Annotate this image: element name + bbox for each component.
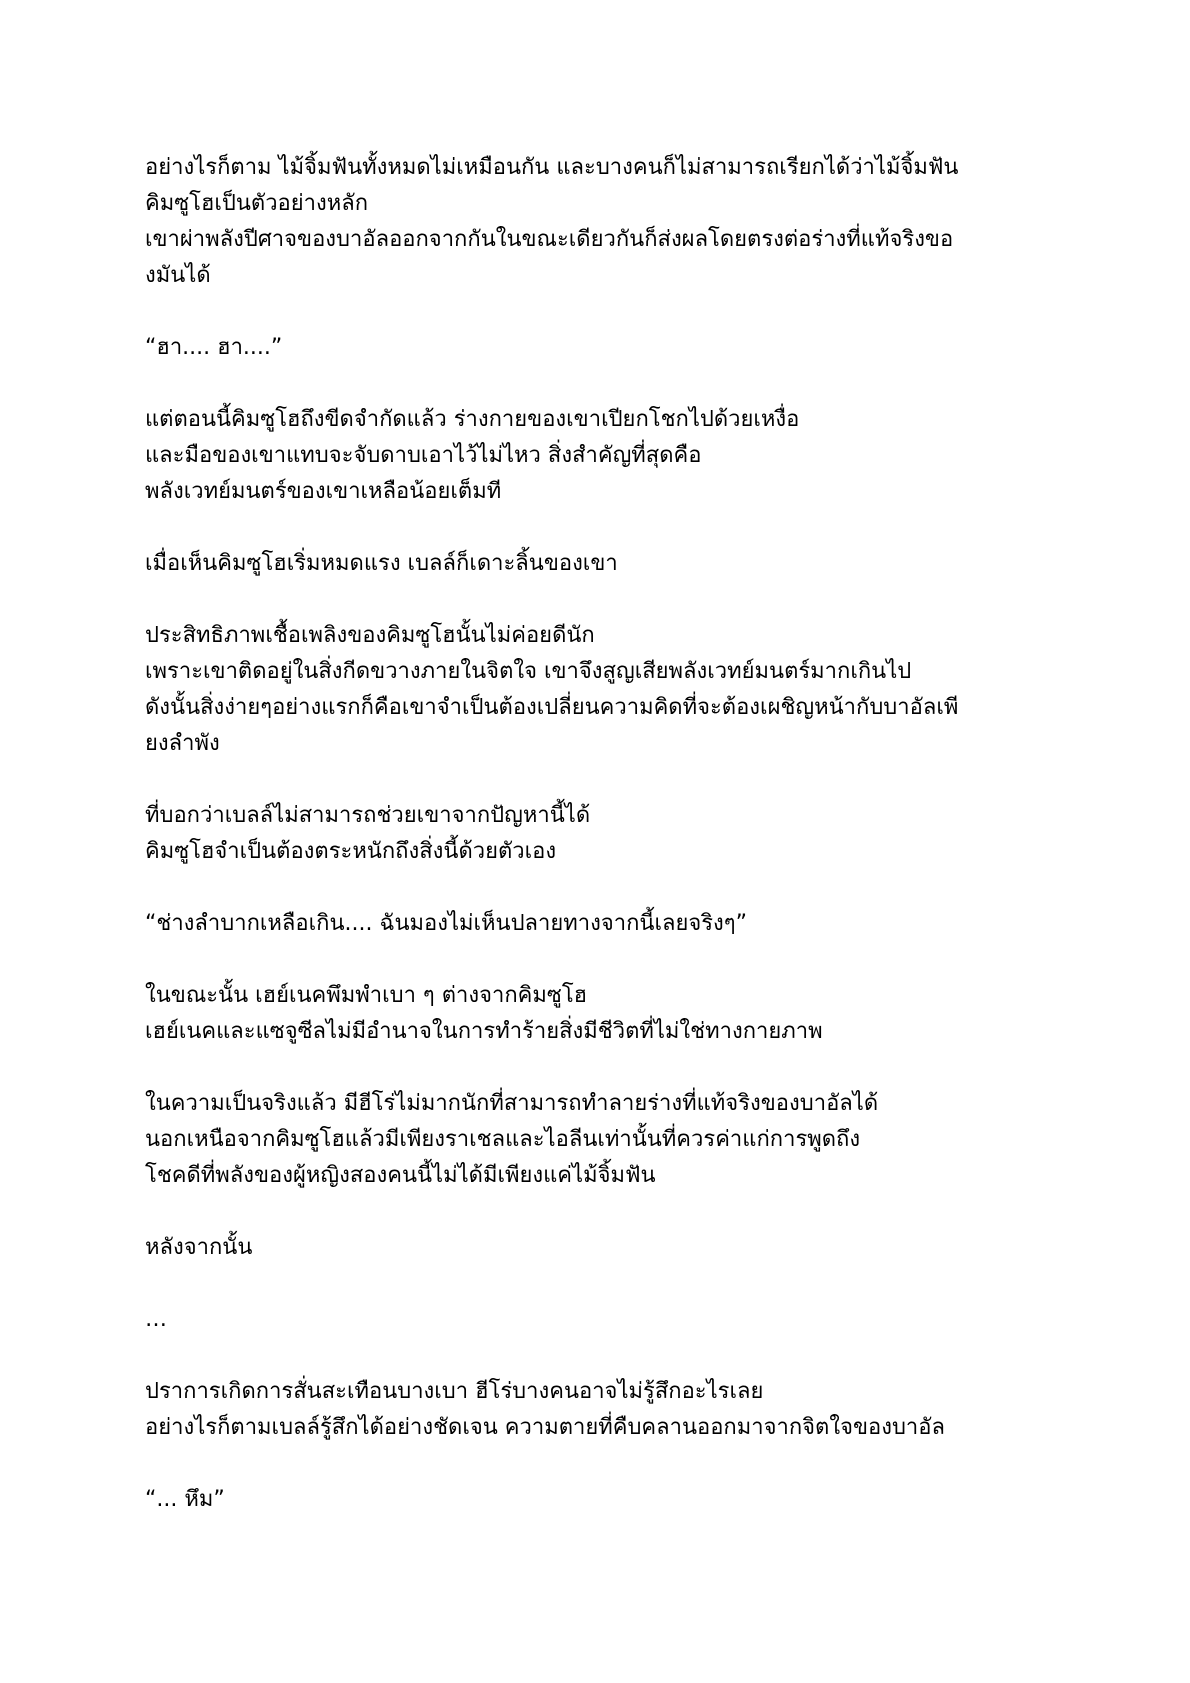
dialogue-paragraph <box>145 1482 1065 1518</box>
text-line: แต่ตอนนี้คิมซูโฮถึงขีดจำกัดแล้ว ร่างกายของเขาเปียกโชกไปด้วยเหงื่อ <box>145 407 800 432</box>
text-line: ดังนั้นสิ่งง่ายๆอย่างแรกก็คือเขาจำเป็นต้องเปลี่ยนความคิดที่จะต้องเผชิญหน้ากับบาอัลเพี <box>145 695 959 720</box>
text-line: ที่บอกว่าเบลล์ไม่สามารถช่วยเขาจากปัญหานี้ได้ <box>145 803 591 828</box>
paragraph <box>145 1086 1065 1194</box>
text-line: พลังเวทย์มนตร์ของเขาเหลือน้อยเต็มที <box>145 479 502 504</box>
text-line: “ฮา.... ฮา....” <box>145 335 283 360</box>
dialogue-paragraph <box>145 330 1065 366</box>
text-line: “ช่างลำบากเหลือเกิน.... ฉันมองไม่เห็นปลายทางจากนี้เลยจริงๆ” <box>145 911 748 936</box>
scene-break <box>145 1302 1065 1338</box>
text-line: หลังจากนั้น <box>145 1235 253 1260</box>
text-line: และมือของเขาแทบจะจับดาบเอาไว้ไม่ไหว สิ่งสำคัญที่สุดคือ <box>145 443 702 468</box>
paragraph <box>145 1230 1065 1266</box>
paragraph <box>145 798 1065 870</box>
text-line: คิมซูโฮเป็นตัวอย่างหลัก <box>145 191 369 216</box>
text-line: เพราะเขาติดอยู่ในสิ่งกีดขวางภายในจิตใจ เขาจึงสูญเสียพลังเวทย์มนตร์มากเกินไป <box>145 659 912 684</box>
dialogue-paragraph <box>145 906 1065 942</box>
text-line: ในความเป็นจริงแล้ว มีฮีโร่ไม่มากนักที่สามารถทำลายร่างที่แท้จริงของบาอัลได้ <box>145 1091 879 1116</box>
paragraph <box>145 150 1065 294</box>
text-line: เขาผ่าพลังปีศาจของบาอัลออกจากกันในขณะเดียวกันก็ส่งผลโดยตรงต่อร่างที่แท้จริงขอ <box>145 227 954 252</box>
text-line: นอกเหนือจากคิมซูโฮแล้วมีเพียงราเชลและไอลีนเท่านั้นที่ควรค่าแก่การพูดถึง <box>145 1127 861 1152</box>
document-body <box>145 150 1065 1554</box>
paragraph <box>145 978 1065 1050</box>
text-line: งมันได้ <box>145 263 211 288</box>
text-line: อย่างไรก็ตาม ไม้จิ้มฟันทั้งหมดไม่เหมือนกัน และบางคนก็ไม่สามารถเรียกได้ว่าไม้จิ้มฟัน <box>145 155 959 180</box>
text-line: ยงลำพัง <box>145 731 220 756</box>
text-line: โชคดีที่พลังของผู้หญิงสองคนนี้ไม่ได้มีเพียงแค่ไม้จิ้มฟัน <box>145 1163 656 1188</box>
text-line: เมื่อเห็นคิมซูโฮเริ่มหมดแรง เบลล์ก็เดาะลิ้นของเขา <box>145 551 618 576</box>
paragraph <box>145 402 1065 510</box>
paragraph <box>145 546 1065 582</box>
text-line: ในขณะนั้น เฮย์เนคพึมพำเบา ๆ ต่างจากคิมซูโฮ <box>145 983 588 1008</box>
text-line: ประสิทธิภาพเชื้อเพลิงของคิมซูโฮนั้นไม่ค่อยดีนัก <box>145 623 595 648</box>
text-line: เฮย์เนคและแซจูซีลไม่มีอำนาจในการทำร้ายสิ่งมีชีวิตที่ไม่ใช่ทางกายภาพ <box>145 1019 823 1044</box>
text-line: อย่างไรก็ตามเบลล์รู้สึกได้อย่างชัดเจน ความตายที่คืบคลานออกมาจากจิตใจของบาอัล <box>145 1415 945 1440</box>
text-line: … <box>145 1307 167 1332</box>
text-line: “... หึม” <box>145 1487 225 1512</box>
text-line: คิมซูโฮจำเป็นต้องตระหนักถึงสิ่งนี้ด้วยตัวเอง <box>145 839 557 864</box>
paragraph <box>145 1374 1065 1446</box>
text-line: ปราการเกิดการสั่นสะเทือนบางเบา ฮีโร่บางคนอาจไม่รู้สึกอะไรเลย <box>145 1379 764 1404</box>
paragraph <box>145 618 1065 762</box>
